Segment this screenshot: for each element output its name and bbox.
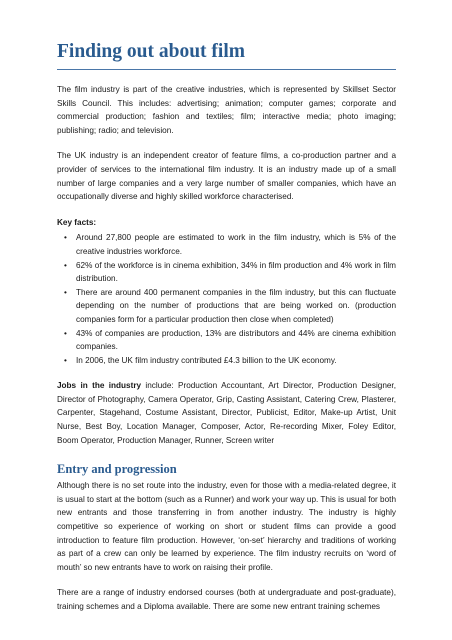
- bullet-icon: •: [64, 355, 67, 365]
- key-facts-list: [57, 231, 396, 367]
- entry-paragraph-1: Although there is no set route into the industry, even for those with a media-related degree, it is usual to start at the bottom (such as a Runner) and work your way up. This is usual for both new entrants and those transferring in from another industry. The industry is highly competitive so experience of working on short or student films can provide a good introduction to feature film production. However, ‘on-set’ hierarchy and traditions of working as part of a crew can only be learned by experience. The film industry recruits on ‘word of mouth’ so new entrants have to work on raising their profile.: [57, 481, 396, 572]
- key-facts-heading: Key facts:: [57, 217, 97, 227]
- entry-heading: Entry and progression: [57, 462, 177, 477]
- key-fact-item: • 43% of companies are production, 13% are distributors and 44% are cinema exhibition companies.: [64, 328, 396, 352]
- key-fact-item: • In 2006, the UK film industry contributed £4.3 billion to the UK economy.: [76, 354, 396, 368]
- page-title: Finding out about film: [57, 41, 246, 62]
- bullet-icon: •: [64, 287, 67, 297]
- jobs-list-text: include: Production Accountant, Art Director, Production Designer, Director of Photography, Camera Operator, Grip, Casting Assistant, Catering Crew, Plasterer, Carpenter, Stagehand, Costume Assistant, Director, Publicist, Editor, Make-up Artist, Unit Nurse, Best Boy, Location Manager, Composer, Actor, Re-recording Mixer, Foley Editor, Boom Operator, Production Manager, Runner, Screen writer: [57, 381, 396, 445]
- uk-industry-paragraph: The UK industry is an independent creator of feature films, a co-production partner and a provider of services to the international film industry. It is an industry made up of a small number of large companies and a very large number of smaller companies, which have an occupationally diverse and highly skilled workforce characterised.: [57, 151, 396, 202]
- bullet-icon: •: [64, 260, 67, 270]
- bullet-icon: •: [64, 328, 67, 338]
- jobs-paragraph: [57, 379, 396, 447]
- bullet-icon: •: [64, 233, 67, 243]
- intro-paragraph: The film industry is part of the creative industries, which is represented by Skillset Sector Skills Council. This includes: advertising; animation; computer games; corporate and commercial production; fashion and textiles; film; interactive media; photo imaging; publishing; radio; and television.: [57, 85, 396, 135]
- key-fact-item: • There are around 400 permanent companies in the film industry, but this can fluctuate depending on the number of productions that are being worked on. (production companies form for a particular production then close when completed): [64, 287, 396, 324]
- key-fact-item: • 62% of the workforce is in cinema exhibition, 34% in film production and 4% work in film distribution.: [64, 260, 396, 284]
- key-fact-item: • Around 27,800 people are estimated to work in the film industry, which is 5% of the creative industries workforce.: [64, 233, 396, 256]
- jobs-label: Jobs in the industry: [57, 381, 142, 391]
- title-rule: [57, 69, 396, 70]
- entry-paragraph-2: There are a range of industry endorsed courses (both at undergraduate and post-graduate), training schemes and a Diploma available. There are some new entrant training schemes: [57, 588, 396, 611]
